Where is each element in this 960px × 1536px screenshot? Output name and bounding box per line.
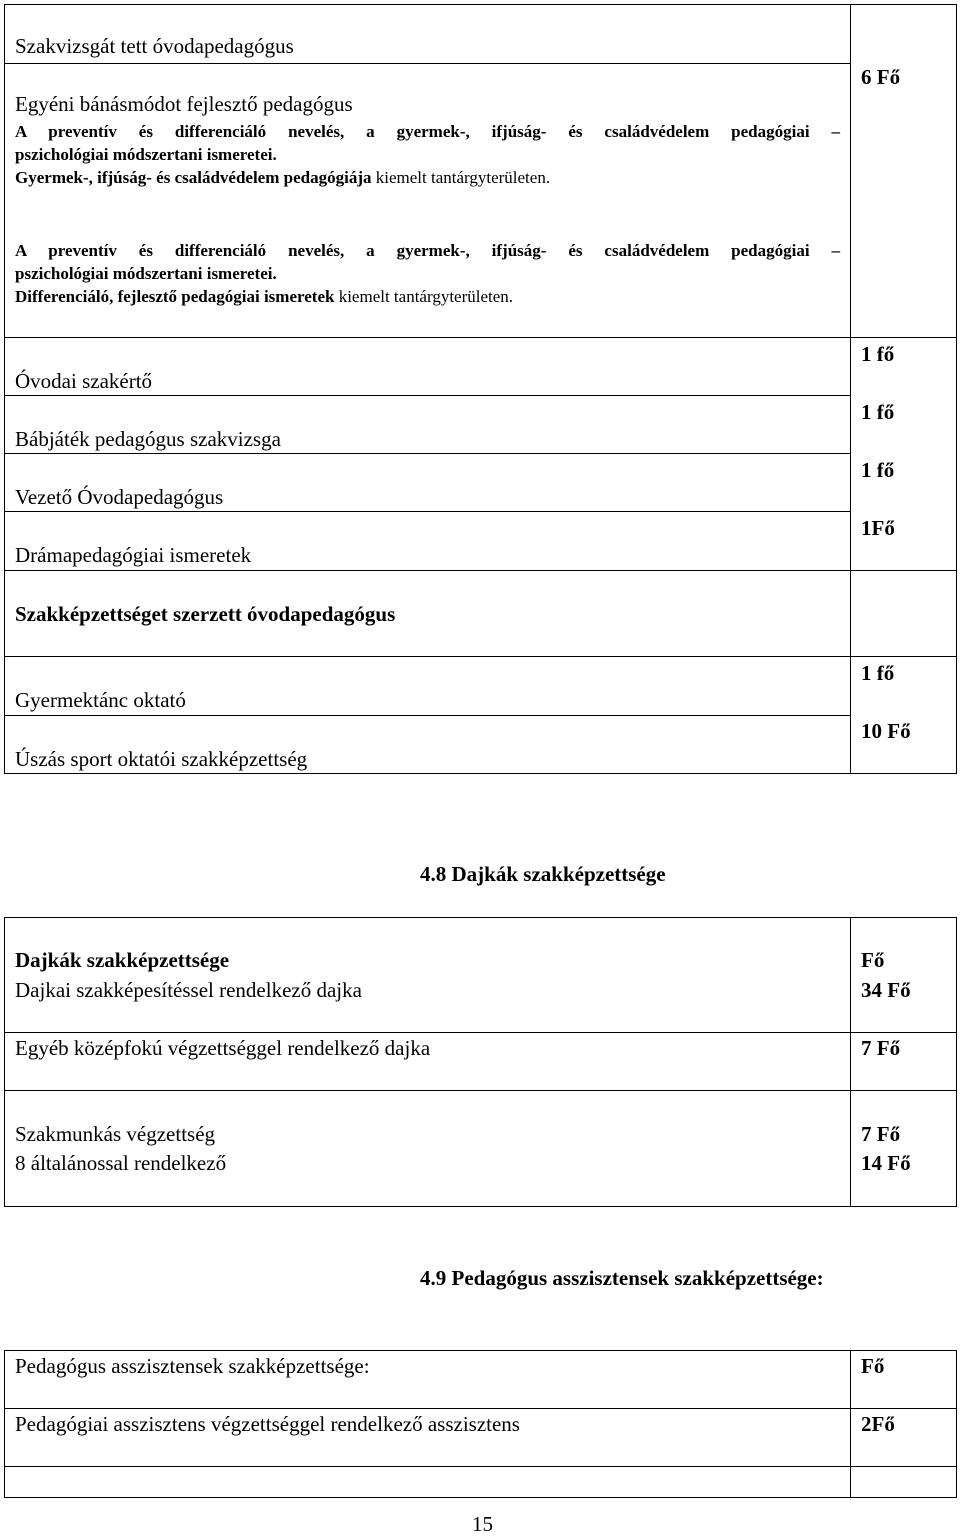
block1-item2-line2: pszichológiai módszertani ismeretei. bbox=[15, 145, 277, 164]
table1-row8-border bbox=[4, 715, 850, 716]
table1-row1-border bbox=[4, 63, 850, 64]
section48-row3-count: 7 Fő bbox=[861, 1122, 901, 1146]
table1-row6-border bbox=[4, 570, 957, 571]
block1-item3-bold: Gyermek-, ifjúság- és családvédelem pedagógiája bbox=[15, 168, 372, 187]
table3-mid1-border bbox=[4, 1408, 957, 1409]
table3-right-border bbox=[956, 1350, 957, 1498]
section48-row2-count: 7 Fő bbox=[861, 1036, 901, 1060]
section48-row1-label: Dajkai szakképesítéssel rendelkező dajka bbox=[15, 978, 362, 1002]
table1-row7-border bbox=[4, 656, 957, 657]
table3-left-border bbox=[4, 1350, 5, 1498]
section49-row1-label: Pedagógus asszisztensek szakképzettsége: bbox=[15, 1354, 370, 1378]
table2-mid2-border bbox=[4, 1090, 957, 1091]
table1-right-border bbox=[956, 4, 957, 774]
block2-row2-count: 1 fő bbox=[861, 400, 895, 424]
block1-count: 6 Fő bbox=[861, 65, 901, 89]
section48-header-count: Fő bbox=[861, 948, 885, 972]
page-number: 15 bbox=[472, 1512, 493, 1536]
block1-item1: Egyéni bánásmódot fejlesztő pedagógus bbox=[15, 92, 353, 116]
block3-row2-label: Úszás sport oktatói szakképzettség bbox=[15, 747, 308, 771]
section49-row2-count: 2Fő bbox=[861, 1412, 895, 1436]
table3-bottom-border bbox=[4, 1497, 957, 1498]
block1-item2-line1: A preventív és differenciáló nevelés, a gyermek-, ifjúság- és családvédelem pedagógiai – bbox=[15, 122, 840, 141]
block2-row4-label: Drámapedagógiai ismeretek bbox=[15, 543, 252, 567]
block1-item3-rest: kiemelt tantárgyterületen. bbox=[371, 168, 551, 187]
table1-bottom-border bbox=[4, 773, 957, 774]
section48-row2-label: Egyéb középfokú végzettséggel rendelkező dajka bbox=[15, 1036, 431, 1060]
block1-item3 bbox=[15, 169, 550, 186]
table3-mid2-border bbox=[4, 1466, 957, 1467]
table2-bottom-border bbox=[4, 1206, 957, 1207]
table3-divider bbox=[850, 1350, 851, 1498]
table1-top-border bbox=[4, 4, 957, 5]
section48-row3-label: Szakmunkás végzettség bbox=[15, 1122, 216, 1146]
table2-right-border bbox=[956, 917, 957, 1207]
block3-heading: Szakképzettséget szerzett óvodapedagógus bbox=[15, 602, 396, 626]
section48-header-label: Dajkák szakképzettsége bbox=[15, 948, 230, 972]
table1-left-border bbox=[4, 4, 5, 774]
table3-top-border bbox=[4, 1350, 957, 1351]
block1-item5-bold: Differenciáló, fejlesztő pedagógiai ismeretek bbox=[15, 287, 335, 306]
table1-row2-border bbox=[4, 337, 957, 338]
block2-row3-label: Vezető Óvodapedagógus bbox=[15, 485, 224, 509]
block2-row1-count: 1 fő bbox=[861, 342, 895, 366]
block1-item5 bbox=[15, 288, 513, 305]
table2-mid1-border bbox=[4, 1032, 957, 1033]
table2-divider bbox=[850, 917, 851, 1207]
table1-row3-border bbox=[4, 395, 850, 396]
table1-row4-border bbox=[4, 453, 850, 454]
table2-top-border bbox=[4, 917, 957, 918]
section48-row4-count: 14 Fő bbox=[861, 1151, 911, 1175]
table2-left-border bbox=[4, 917, 5, 1207]
section48-title: 4.8 Dajkák szakképzettsége bbox=[420, 862, 666, 886]
section49-row1-count: Fő bbox=[861, 1354, 885, 1378]
block2-row4-count: 1Fő bbox=[861, 516, 895, 540]
block1-item5-rest: kiemelt tantárgyterületen. bbox=[334, 287, 514, 306]
block1-heading: Szakvizsgát tett óvodapedagógus bbox=[15, 34, 294, 58]
table1-row5-border bbox=[4, 511, 850, 512]
block3-row2-count: 10 Fő bbox=[861, 719, 911, 743]
section49-title: 4.9 Pedagógus asszisztensek szakképzettsége: bbox=[420, 1266, 824, 1290]
block3-row1-count: 1 fő bbox=[861, 661, 895, 685]
block1-item4-line1: A preventív és differenciáló nevelés, a gyermek-, ifjúság- és családvédelem pedagógiai – bbox=[15, 241, 840, 260]
section49-row2-label: Pedagógiai asszisztens végzettséggel rendelkező asszisztens bbox=[15, 1412, 520, 1436]
block2-row3-count: 1 fő bbox=[861, 458, 895, 482]
block1-item4-line2: pszichológiai módszertani ismeretei. bbox=[15, 264, 277, 283]
section48-row4-label: 8 általánossal rendelkező bbox=[15, 1151, 227, 1175]
table1-divider bbox=[850, 4, 851, 774]
block3-row1-label: Gyermektánc oktató bbox=[15, 688, 186, 712]
block2-row2-label: Bábjáték pedagógus szakvizsga bbox=[15, 427, 281, 451]
section48-row1-count: 34 Fő bbox=[861, 978, 911, 1002]
block2-row1-label: Óvodai szakértő bbox=[15, 369, 153, 393]
